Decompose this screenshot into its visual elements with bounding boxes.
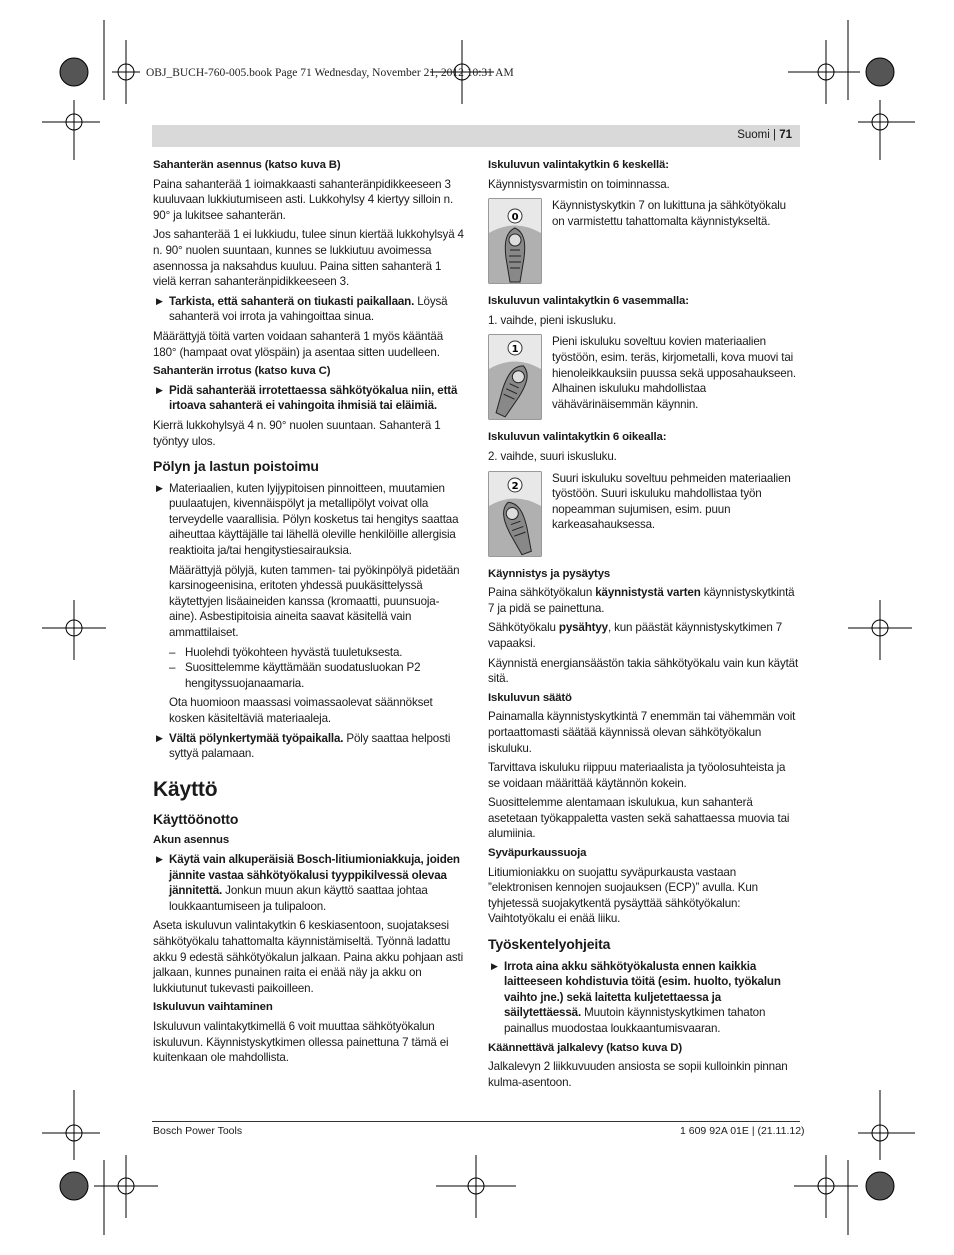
bullet-text: Materiaalien, kuten lyijypitoisen pinnoitteen, muutamien puulaatujen, kivennäispölyt ja metallipölyt voivat olla terveydelle vaarallisia. Pölyn kosketus tai hengitys saattaa aiheuttaa käyttäjälle tai lähellä oleville henkilöille allergisia reaktioita ja/tai hengitystiesairauksia.	[169, 481, 459, 558]
paragraph: Käynnistä energiansäästön takia sähkötyökalu vain kun käytät sitä.	[488, 656, 799, 686]
bullet-bold: Tarkista, että sahanterä on tiukasti paikallaan.	[169, 294, 415, 308]
page-number	[737, 129, 792, 141]
bullet-triangle-icon: ▶	[156, 482, 163, 493]
bullet-bold: Pidä sahanterää irrotettaessa sähkötyökalua niin, että irtoava sahanterä ei vahingoita ihmisiä tai eläimiä.	[169, 383, 458, 413]
bullet-bold: Vältä pölynkertymää työpaikalla.	[169, 731, 344, 745]
dash-marker: –	[169, 645, 176, 659]
bullet-text: Muutoin käynnistyskytkimen tahaton painallus muodostaa loukkaantumisvaaran.	[504, 1006, 766, 1035]
svg-text:1: 1	[511, 344, 519, 356]
bullet-text: Jonkun muun akun käyttö saattaa johtaa loukkaantumiseen ja tulipaloon.	[169, 884, 428, 913]
bullet-triangle-icon: ▶	[156, 295, 163, 306]
dash-text: Suosittelemme käyttämään suodatusluokan P2 hengityssuojanaamaria.	[185, 661, 421, 690]
section-heading: Iskuluvun valintakytkin 6 keskellä:	[488, 159, 669, 171]
warning-bullet	[488, 959, 800, 1037]
warning-bullet	[153, 383, 465, 414]
warning-bullet	[153, 481, 465, 559]
paragraph: Määrättyjä töitä varten voidaan sahanterä 1 myös kääntää 180° (hampaat ovat ylöspäin) ja asentaa sitten uudelleen.	[153, 329, 443, 359]
text: Paina sähkötyökalun	[488, 586, 596, 600]
footer-rule	[152, 1121, 800, 1122]
warning-bullet	[153, 852, 465, 914]
section-heading: Käännettävä jalkalevy (katso kuva D)	[488, 1041, 683, 1054]
selector-position-row	[488, 198, 800, 284]
selector-description: Suuri iskuluku soveltuu pehmeiden materiaalien työstöön. Suuri iskuluku mahdollistaa työn nopeamman sujumisen, esim. puun karkeasahauksessa.	[552, 471, 791, 532]
bullet-triangle-icon: ▶	[156, 732, 163, 743]
footer-brand: Bosch Power Tools	[153, 1125, 243, 1137]
section-heading: Sahanterän asennus (katso kuva B)	[153, 159, 341, 171]
bullet-triangle-icon: ▶	[156, 853, 163, 864]
dash-item	[153, 660, 465, 691]
selector-description: Pieni iskuluku soveltuu kovien materiaalien työstöön, esim. teräs, kirjometalli, kova muovi tai hienoleikkauksiin puussa sekä upposahaukseen. Alhainen iskuluku mahdollistaa vähävärinäisemmän käynnin.	[552, 335, 796, 411]
section-heading: Iskuluvun vaihtaminen	[153, 1001, 273, 1014]
language-label: Suomi |	[737, 129, 780, 141]
selector-switch-icon	[488, 198, 542, 284]
bold-text: käynnistystä varten	[595, 586, 701, 600]
svg-text:0: 0	[511, 212, 519, 224]
paragraph: Tarvittava iskuluku riippuu materiaalista ja työolosuhteista ja se voidaan määrittää käytännön kokein.	[488, 761, 786, 790]
text: , kun päästät käynnistyskytkimen 7 vapaaksi.	[488, 621, 783, 650]
paragraph: 1. vaihde, pieni iskusluku.	[488, 313, 617, 327]
paragraph: Iskuluvun valintakytkimellä 6 voit muuttaa sähkötyökalun iskuluvun. Käynnistyskytkimen ollessa painettuna 7 tämä ei kuitenkaan ole mahdollista.	[153, 1019, 449, 1065]
warning-bullet	[153, 294, 465, 325]
paragraph: Jalkalevyn 2 liikkuvuuden ansiosta se sopii kulloinkin pinnan kulma-asentoon.	[488, 1060, 788, 1089]
page-number-value: 71	[779, 129, 792, 141]
paragraph	[488, 620, 800, 651]
chapter-heading: Käyttö	[153, 777, 218, 801]
paragraph: Painamalla käynnistyskytkintä 7 enemmän tai vähemmän voit portaattomasti säätää käynnissä olevan sähkötyökalun iskuluku.	[488, 710, 796, 755]
print-slug: OBJ_BUCH-760-005.book Page 71 Wednesday, November 21, 2012 10:31 AM	[146, 67, 514, 79]
bullet-text: Pöly saattaa helposti syttyä palamaan.	[169, 731, 451, 761]
section-heading: Syväpurkaussuoja	[488, 847, 587, 860]
bullet-triangle-icon: ▶	[156, 384, 163, 395]
selector-position-row	[488, 471, 800, 557]
subsection-heading: Käyttöönotto	[153, 810, 239, 827]
section-heading: Akun asennus	[153, 834, 230, 847]
paragraph: Jos sahanterää 1 ei lukkiudu, tulee sinun kiertää lukkohylsyä 4 n. 90° nuolen suuntaan, kunnes se lukkiutuu avoimessa asennossa ja naksahdus kuuluu. Paina sitten sahanterä 1 vielä kerran sahanteränpidikkeeseen 3.	[153, 228, 464, 289]
subsection-heading: Pölyn ja lastun poistoimu	[153, 458, 319, 475]
dash-item	[153, 645, 465, 661]
section-heading: Käynnistys ja pysäytys	[488, 567, 611, 580]
indented-paragraph: Määrättyjä pölyjä, kuten tammen- tai pyökinpölyä pidetään karsinogeenisina, eritoten yhdessä puukäsittelyssä käytettyjen lisäaineiden kanssa (kromaatti, puunsuoja-aine). Asbestipitoisia aineita saavat käsitellä vain ammattilaiset.	[169, 563, 460, 640]
bullet-text: Löysä sahanterä voi irrota ja vahingoittaa sinua.	[169, 294, 448, 324]
page-header	[152, 125, 800, 147]
svg-text:2: 2	[511, 480, 519, 492]
dash-text: Huolehdi työkohteen hyvästä tuuletuksesta.	[185, 645, 403, 659]
dash-marker: –	[169, 661, 176, 675]
right-column	[488, 155, 800, 1094]
bullet-triangle-icon: ▶	[491, 960, 498, 971]
indented-paragraph: Ota huomioon maassasi voimassaolevat säännökset kosken käsiteltäviä materiaaleja.	[169, 696, 433, 725]
section-heading: Iskuluvun säätö	[488, 691, 572, 704]
paragraph: Kierrä lukkohylsyä 4 n. 90° nuolen suuntaan. Sahanterä 1 työntyy ulos.	[153, 418, 441, 448]
bold-text: pysähtyy	[558, 621, 608, 635]
paragraph: Suosittelemme alentamaan iskulukua, kun sahanterä asetetaan työkappaletta vasten sekä sahattaessa muovia tai alumiinia.	[488, 796, 790, 841]
section-heading: Iskuluvun valintakytkin 6 vasemmalla:	[488, 295, 689, 308]
left-column	[153, 155, 465, 1070]
bullet-bold: Käytä vain alkuperäisiä Bosch-litiumioniakkuja, joiden jännite vastaa sähkötyökalusi tyyppikilvessä olevaa jännitettä.	[169, 852, 460, 898]
warning-bullet	[153, 731, 465, 762]
paragraph: Litiumioniakku on suojattu syväpurkausta vastaan ”elektronisen kennojen suojauksen (ECP)” avulla. Kun tyhjetessä suojakytkentä pysäyttää sähkötyökalun: Vaihtotyökalu ei enää liiku.	[488, 865, 758, 926]
text: Sähkötyökalu	[488, 621, 559, 635]
bullet-bold: Irrota aina akku sähkötyökalusta ennen kaikkia laitteeseen kohdistuvia töitä (esim. huolto, työkalun vaihto jne.) sekä laitetta kuljetettaessa ja säilytettäessä.	[504, 959, 781, 1020]
section-heading: Iskuluvun valintakytkin 6 oikealla:	[488, 431, 667, 444]
selector-position-row	[488, 334, 800, 420]
paragraph: Paina sahanterää 1 ioimakkaasti sahanteränpidikkeeseen 3 kuuluvaan lukkiutumiseen asti. Lukkohylsy 4 kiertyy silloin n. 90° ja lukitsee sahanterän.	[153, 177, 454, 222]
selector-description: Käynnistyskytkin 7 on lukittuna ja sähkötyökalu on varmistettu tahattomalta käynnistykseltä.	[552, 199, 786, 228]
footer-docnumber: 1 609 92A 01E | (21.11.12)	[680, 1125, 805, 1137]
paragraph: Käynnistysvarmistin on toiminnassa.	[488, 177, 670, 191]
selector-switch-icon	[488, 334, 542, 420]
paragraph: 2. vaihde, suuri iskusluku.	[488, 449, 617, 463]
text: käynnistyskytkintä 7 ja pidä se painettuna.	[488, 586, 795, 615]
paragraph: Aseta iskuluvun valintakytkin 6 keskiasentoon, suojataksesi sähkötyökalu tahattomalta käynnistämiseltä. Työnnä ladattu akku 9 edestä sähkötyökalun jalkaan. Paina akku pohjaan asti jalkaan, kunnes punainen raita ei enää näy ja akku on lukkiutunut tukevasti paikoilleen.	[153, 919, 464, 995]
section-heading: Sahanterän irrotus (katso kuva C)	[153, 365, 331, 378]
paragraph	[488, 585, 800, 616]
subsection-heading: Työskentelyohjeita	[488, 936, 611, 953]
selector-switch-icon	[488, 471, 542, 557]
